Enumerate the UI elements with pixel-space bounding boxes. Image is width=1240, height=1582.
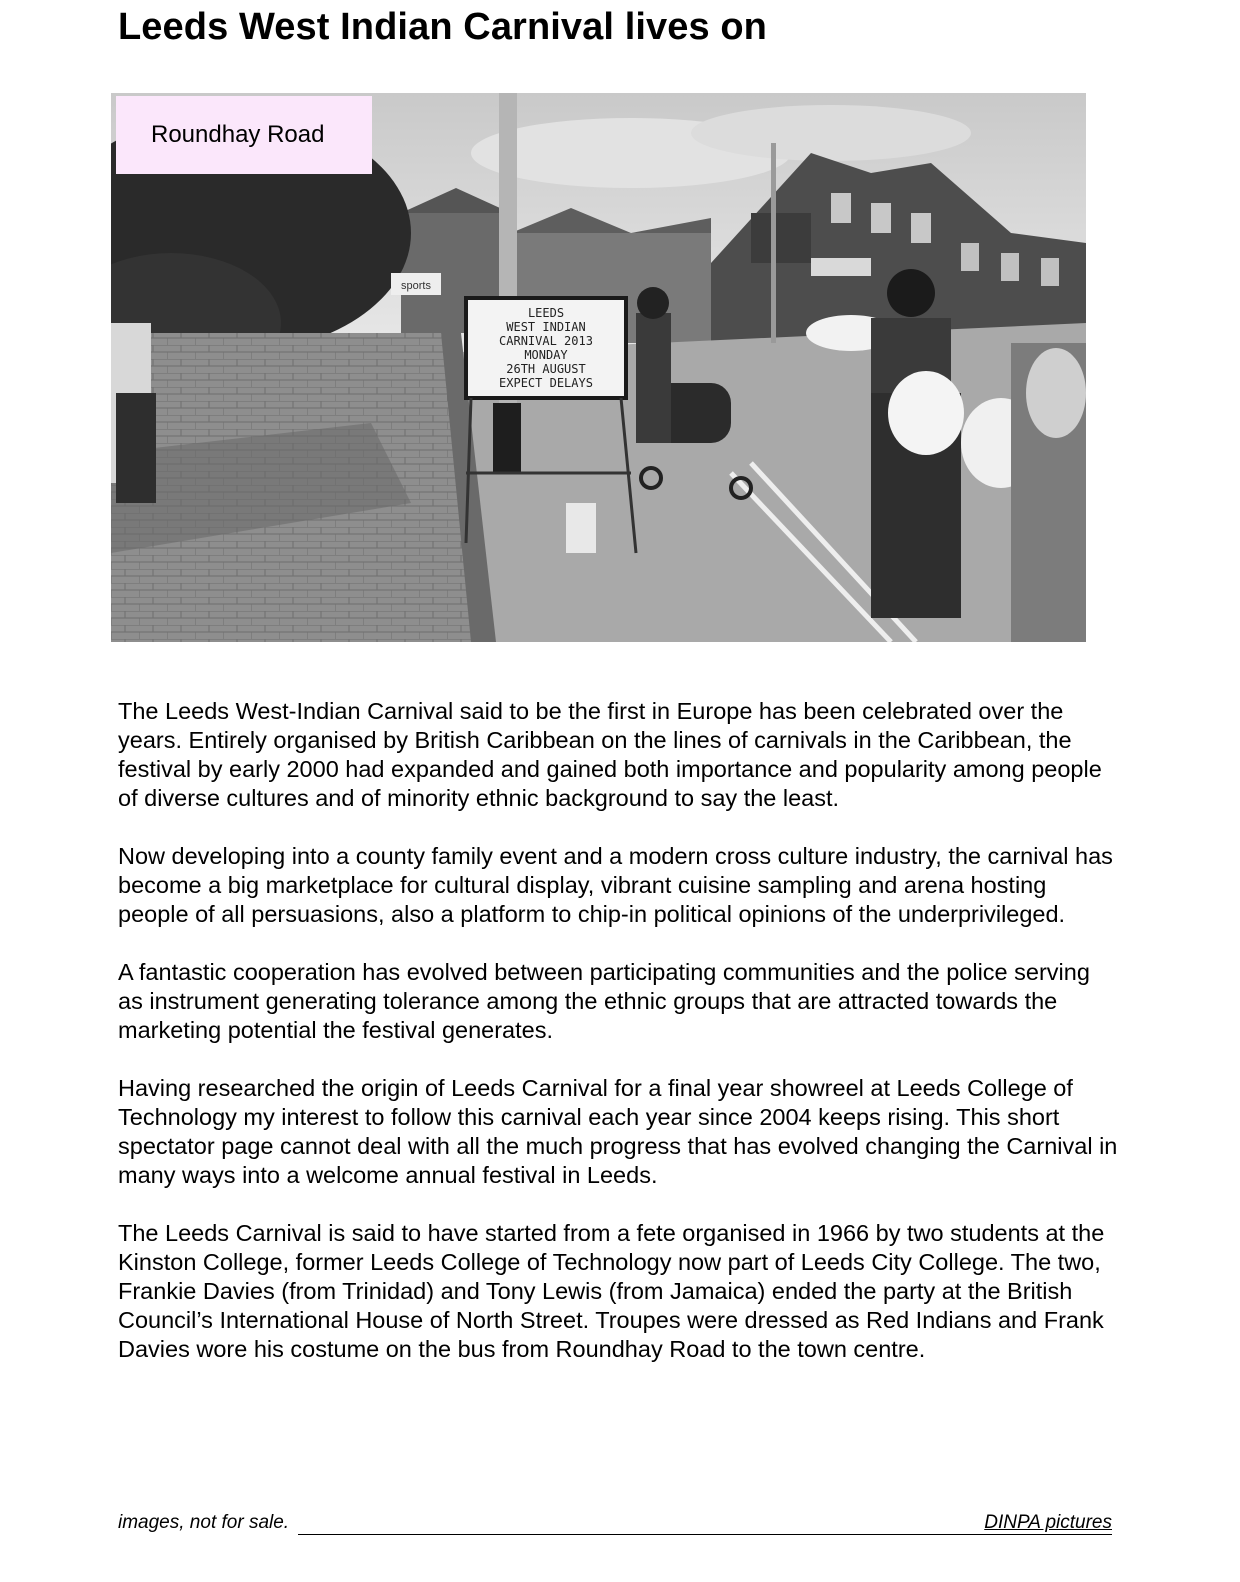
article-paragraph: Now developing into a county family event and a modern cross culture industry, the carnival has become a big marketplace for cultural display, vibrant cuisine sampling and arena hosting people of all persuasions, also a platform to chip-in political opinions of the underprivileged. — [118, 843, 1113, 927]
article-paragraph: Having researched the origin of Leeds Carnival for a final year showreel at Leeds College of Technology my interest to follow this carnival each year since 2004 keeps rising. This short spectator page cannot deal with all the much progress that has evolved changing the Carnival in many ways into a welcome annual festival in Leeds. — [118, 1075, 1118, 1188]
photo-caption: Roundhay Road — [116, 96, 372, 174]
footer-left-note: images, not for sale. — [118, 1512, 290, 1533]
article-paragraph: The Leeds Carnival is said to have started from a fete organised in 1966 by two students at the Kinston College, former Leeds College of Technology now part of Leeds City College. The two, Frankie Davies (from Trinidad) and Tony Lewis (from Jamaica) ended the party at the British Council’s International House of North Street. Troupes were dressed as Red Indians and Frank Davies wore his costume on the bus from Roundhay Road to the town centre. — [118, 1220, 1105, 1362]
footer-rule — [298, 1534, 1112, 1535]
sign-line: LEEDS — [527, 306, 565, 320]
page-title: Leeds West Indian Carnival lives on — [118, 6, 767, 48]
sign-line: CARNIVAL 2013 — [499, 334, 593, 348]
carnival-street-photo — [111, 93, 1086, 642]
footer-credit: DINPA pictures — [984, 1512, 1112, 1533]
sign-line: MONDAY — [524, 348, 568, 362]
article-body — [118, 697, 1118, 1393]
article-paragraph: The Leeds West-Indian Carnival said to be the first in Europe has been celebrated over the years. Entirely organised by British Caribbean on the lines of carnivals in the Caribbean, the festival by early 2000 had expanded and gained both importance and popularity among people of diverse cultures and of minority ethnic background to say the least. — [118, 698, 1102, 811]
sign-line: EXPECT DELAYS — [499, 376, 593, 390]
sign-line: WEST INDIAN — [506, 320, 586, 334]
shop-sign-text: sports — [401, 280, 431, 292]
article-paragraph: A fantastic cooperation has evolved between participating communities and the police serving as instrument generating tolerance among the ethnic groups that are attracted towards the marketing potential the festival generates. — [118, 959, 1090, 1043]
page-footer — [118, 1512, 1112, 1542]
sign-line: 26TH AUGUST — [506, 362, 586, 376]
